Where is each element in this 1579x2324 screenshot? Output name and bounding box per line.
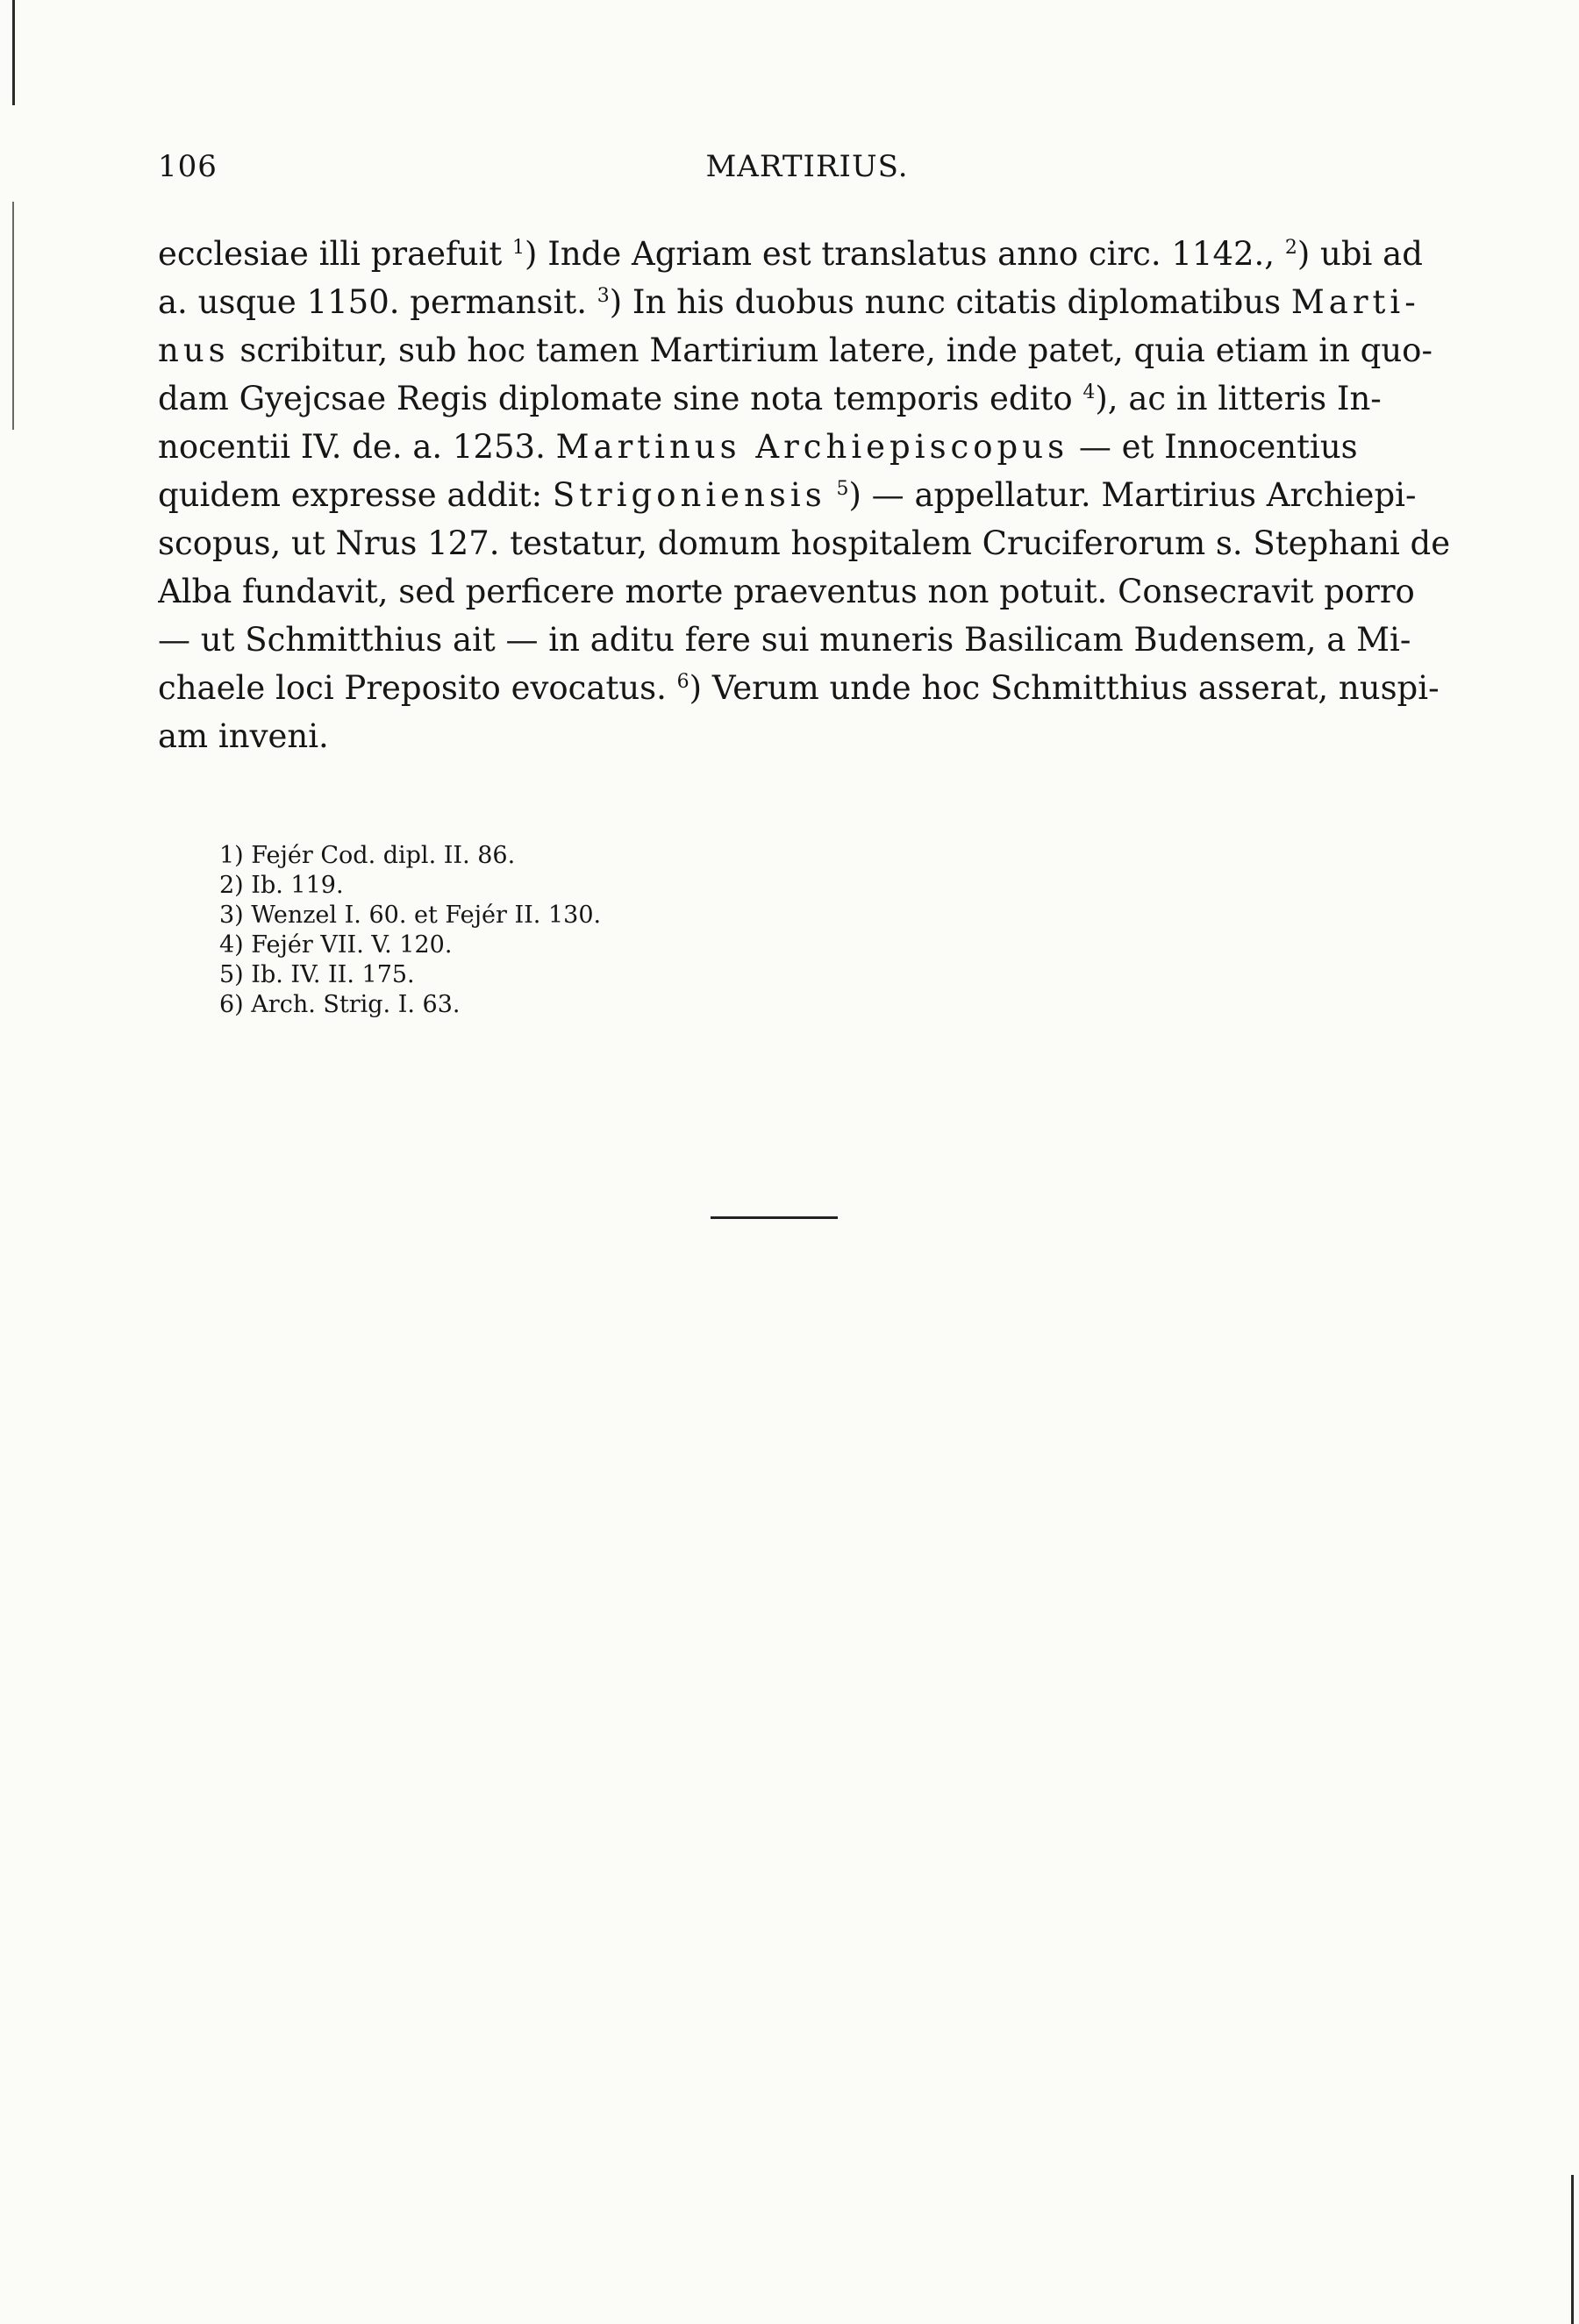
text-run: nocentii IV. de. a. 1253. (158, 428, 556, 466)
text-run: ) Verum unde hoc Schmitthius asserat, nuspi- (689, 669, 1440, 707)
text-run: ), ac in litteris In- (1095, 380, 1382, 417)
footnote: 4) Fejér VII. V. 120. (219, 931, 453, 959)
footnote-ref: 5 (836, 478, 849, 500)
left-edge-rule (12, 0, 15, 105)
footnote: 6) Arch. Strig. I. 63. (219, 991, 461, 1018)
end-rule (711, 1216, 838, 1219)
footnote-ref: 2 (1284, 237, 1297, 259)
text-run: a. usque 1150. permansit. (158, 283, 597, 321)
body-paragraph (158, 230, 1456, 760)
body-line (158, 567, 1456, 616)
text-run: scribitur, sub hoc tamen Martirium latere, inde patet, quia etiam in quo- (229, 331, 1433, 369)
running-head (158, 149, 1456, 193)
body-line (158, 664, 1456, 712)
text-run (826, 476, 837, 514)
body-line (158, 423, 1456, 471)
body-line (158, 278, 1456, 326)
text-run: ecclesiae illi praefuit (158, 235, 513, 273)
footnote: 2) Ib. 119. (219, 872, 344, 899)
body-line (158, 471, 1456, 519)
footnote-ref: 3 (597, 285, 610, 307)
text-run: am inveni. (158, 717, 329, 755)
text-run: — et Innocentius (1068, 428, 1358, 466)
text-run: ) — appellatur. Martirius Archiepi- (848, 476, 1417, 514)
text-run: ) Inde Agriam est translatus anno circ. 1142., (525, 235, 1285, 273)
footnote: 1) Fejér Cod. dipl. II. 86. (219, 842, 516, 869)
left-edge-rule (12, 202, 14, 430)
running-title: MARTIRIUS. (705, 149, 909, 184)
spaced-name: Strigoniensis (552, 476, 826, 514)
body-line (158, 230, 1456, 278)
document-page (158, 149, 1456, 1020)
footnotes (219, 841, 1456, 1020)
spaced-name: Martinus Archiepiscopus (555, 428, 1069, 466)
body-line (158, 712, 1456, 760)
text-run: scopus, ut Nrus 127. testatur, domum hospitalem Cruciferorum s. Stephani de (158, 524, 1451, 562)
spaced-name: nus (158, 331, 230, 369)
spaced-name: Marti- (1290, 283, 1420, 321)
footnote-ref: 4 (1082, 381, 1096, 403)
footnote-ref: 1 (512, 237, 525, 259)
body-line (158, 374, 1456, 423)
text-run: ) In his duobus nunc citatis diplomatibus (609, 283, 1291, 321)
footnote: 5) Ib. IV. II. 175. (219, 961, 415, 988)
text-run: ) ubi ad (1297, 235, 1423, 273)
text-run: dam Gyejcsae Regis diplomate sine nota temporis edito (158, 380, 1083, 417)
text-run: Alba fundavit, sed perficere morte praeventus non potuit. Consecravit porro (158, 573, 1415, 610)
text-run: chaele loci Preposito evocatus. (158, 669, 677, 707)
body-line (158, 519, 1456, 567)
body-line (158, 616, 1456, 664)
body-line (158, 326, 1456, 374)
right-edge-rule (1571, 2175, 1574, 2324)
page-number: 106 (158, 149, 218, 184)
text-run: — ut Schmitthius ait — in aditu fere sui muneris Basilicam Budensem, a Mi- (158, 621, 1411, 659)
footnote: 3) Wenzel I. 60. et Fejér II. 130. (219, 902, 602, 929)
text-run: quidem expresse addit: (158, 476, 553, 514)
footnote-ref: 6 (676, 671, 689, 693)
